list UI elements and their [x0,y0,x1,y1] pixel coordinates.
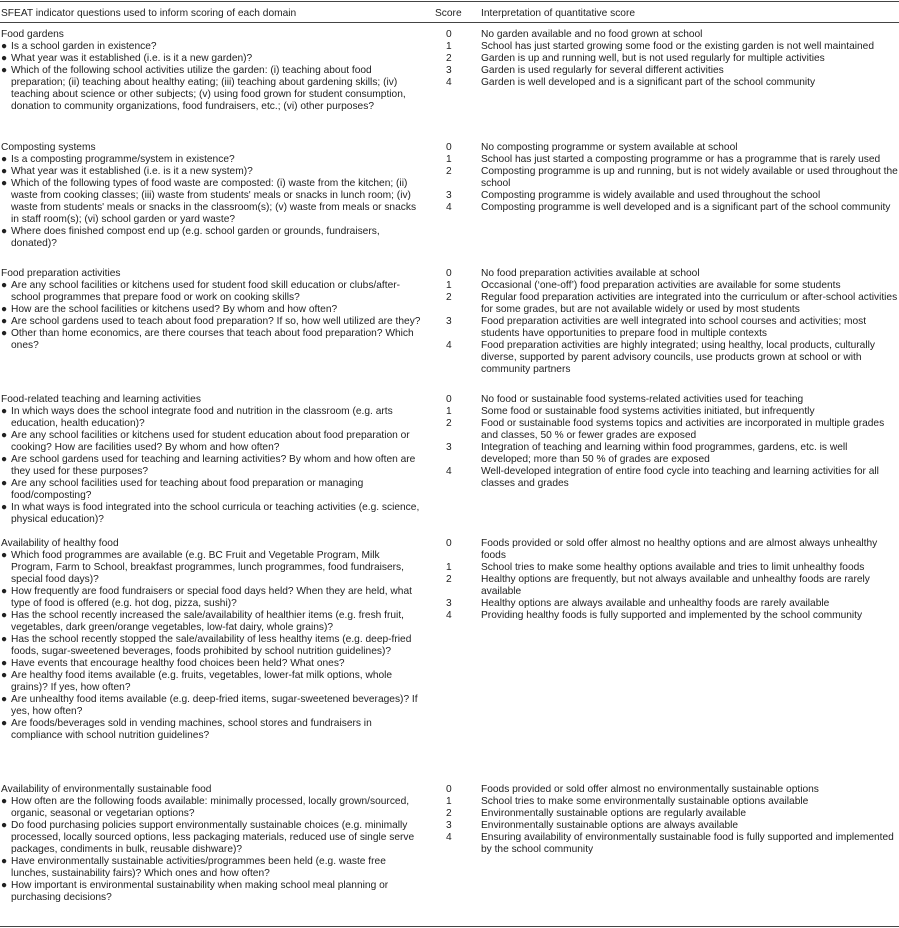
indicator-question [1,65,421,113]
score-value: 0 [446,142,452,153]
bullet-icon: ● [1,154,8,165]
question-text: Is a composting programme/system in existence? [11,154,235,165]
score-interpretation: No food preparation activities available at school [481,268,700,279]
score-value: 3 [446,820,452,831]
score-value: 2 [446,292,452,303]
indicator-question [1,166,421,178]
question-text: What year was it established (i.e. is it a new system)? [11,166,253,177]
header-questions: SFEAT indicator questions used to inform scoring of each domain [1,8,297,19]
bullet-icon: ● [1,796,8,807]
question-text: Are foods/beverages sold in vending machines, school stores and fundraisers in compliance with school nutrition guidelines? [11,718,372,741]
bullet-icon: ● [1,478,8,489]
bullet-icon: ● [1,430,8,441]
bullet-icon: ● [1,610,8,621]
table-bottom-rule [0,926,899,927]
indicator-question [1,454,421,478]
indicator-question [1,41,421,53]
score-interpretation: School tries to make some environmentally sustainable options available [481,796,809,807]
score-value: 3 [446,190,452,201]
indicator-question [1,502,421,526]
question-text: Which of the following types of food waste are composted: (i) waste from the kitchen; (ii) waste from cooking classes; (iii) waste from students' meals or snacks in lunch room; (iv) waste from students' meals or snacks in the classroom(s); (v) waste from meals or snacks in staff room(s); (vi) school garden or yard waste? [11,178,417,225]
score-interpretation: Integration of teaching and learning within food programmes, gardens, etc. is well developed; more than 50 % of grades are exposed [481,442,848,465]
score-interpretation: Environmentally sustainable options are regularly available [481,808,747,819]
question-column [1,268,421,352]
score-interpretation: Foods provided or sold offer almost no healthy options and are almost always unhealthy foods [481,538,878,561]
score-interpretation: Healthy options are frequently, but not always available and unhealthy foods are rarely available [481,574,870,597]
score-value: 1 [446,280,452,291]
bullet-icon: ● [1,41,8,52]
score-interpretation: Food preparation activities are well integrated into school courses and activities; most students have opportunities to prepare food in multiple contexts [481,316,867,339]
score-interpretation: Garden is well developed and is a significant part of the school community [481,77,816,88]
header-rule [0,22,899,23]
question-text: Are school gardens used for teaching and learning activities? By whom and how often are they used for these purposes? [11,454,416,477]
domain-title: Availability of environmentally sustainable food [1,784,212,795]
score-interpretation: Food preparation activities are highly integrated; using healthy, local products, culturally diverse, supported by parent advisory councils, use products grown at school or with community partners [481,340,875,375]
question-text: How are the school facilities or kitchens used? By whom and how often? [11,304,338,315]
score-interpretation: Composting programme is widely available and used throughout the school [481,190,821,201]
score-value: 4 [446,340,452,351]
question-column [1,784,421,904]
indicator-question [1,226,421,250]
question-text: How frequently are food fundraisers or special food days held? When they are held, what type of food is offered (e.g. hot dog, pizza, sushi)? [11,586,412,609]
question-text: Has the school recently stopped the sale/availability of less healthy items (e.g. deep-fried foods, sugar-sweetened beverages, foods prohibited by school nutrition guidelines)? [11,634,412,657]
bullet-icon: ● [1,658,8,669]
score-interpretation: Garden is used regularly for several different activities [481,65,724,76]
question-text: In what ways is food integrated into the school curricula or teaching activities (e.g. science, physical education)? [11,502,420,525]
indicator-question [1,406,421,430]
question-text: Other than home economics, are there courses that teach about food preparation? Which ones? [11,328,414,351]
score-value: 2 [446,418,452,429]
score-interpretation: Composting programme is well developed and is a significant part of the school community [481,202,891,213]
score-interpretation: Food or sustainable food systems topics and activities are incorporated in multiple grades and classes, 50 % or fewer grades are exposed [481,418,885,441]
question-text: In which ways does the school integrate food and nutrition in the classroom (e.g. arts education, health education)? [11,406,393,429]
score-value: 2 [446,808,452,819]
score-value: 1 [446,41,452,52]
score-value: 0 [446,268,452,279]
question-text: Which food programmes are available (e.g. BC Fruit and Vegetable Program, Milk Program, Farm to School, breakfast programmes, lunch programmes, food fundraisers, special food days)? [11,550,404,585]
indicator-question [1,820,421,856]
score-value: 3 [446,442,452,453]
score-value: 4 [446,466,452,477]
indicator-question [1,430,421,454]
question-text: Are any school facilities or kitchens used for student food skill education or clubs/after-school programmes that prepare food or work on cooking skills? [11,280,401,303]
indicator-question [1,178,421,226]
bullet-icon: ● [1,304,8,315]
score-value: 1 [446,796,452,807]
indicator-question [1,880,421,904]
bullet-icon: ● [1,502,8,513]
question-text: Has the school recently increased the sale/availability of healthier items (e.g. fresh fruit, vegetables, dark green/orange vegetables, low-fat dairy, whole grains)? [11,610,404,633]
indicator-question [1,316,421,328]
score-value: 4 [446,610,452,621]
question-text: What year was it established (i.e. is it a new garden)? [11,53,253,64]
bullet-icon: ● [1,178,8,189]
score-value: 2 [446,53,452,64]
score-value: 1 [446,154,452,165]
bullet-icon: ● [1,694,8,705]
score-interpretation: Foods provided or sold offer almost no environmentally sustainable options [481,784,819,795]
bullet-icon: ● [1,586,8,597]
score-interpretation: Healthy options are always available and unhealthy foods are rarely available [481,598,830,609]
question-text: Where does finished compost end up (e.g. school garden or grounds, fundraisers, donated)? [11,226,380,249]
indicator-question [1,694,421,718]
indicator-question [1,280,421,304]
indicator-question [1,670,421,694]
question-text: Which of the following school activities utilize the garden: (i) teaching about food preparation; (ii) teaching about healthy eating; (iii) teaching about gardening skills; (iv) teaching about science or other subjects; (v) using food grown for student consumption, donation to community organizations, food fundraisers, etc.; (vi) other purposes? [11,65,406,112]
question-column [1,29,421,113]
bullet-icon: ● [1,670,8,681]
question-text: How often are the following foods available: minimally processed, locally grown/sourced, organic, seasonal or vegetarian options? [11,796,410,819]
header-score: Score [435,8,462,19]
domain-title: Food-related teaching and learning activities [1,394,201,405]
domain-title: Availability of healthy food [1,538,119,549]
domain-title: Food gardens [1,29,64,40]
indicator-question [1,478,421,502]
indicator-question [1,856,421,880]
question-text: Is a school garden in existence? [11,41,157,52]
question-text: Have environmentally sustainable activities/programmes been held (e.g. waste free lunches, sustainability fairs)? Which ones and how often? [11,856,386,879]
score-interpretation: Ensuring availability of environmentally sustainable food is fully supported and implemented by the school community [481,832,894,855]
bullet-icon: ● [1,634,8,645]
indicator-question [1,328,421,352]
score-interpretation: Providing healthy foods is fully supported and implemented by the school community [481,610,863,621]
question-text: Are unhealthy food items available (e.g. deep-fried items, sugar-sweetened beverages)? If yes, how often? [11,694,418,717]
score-interpretation: Some food or sustainable food systems activities initiated, but infrequently [481,406,815,417]
score-interpretation: School tries to make some healthy options available and tries to limit unhealthy foods [481,562,865,573]
score-value: 2 [446,166,452,177]
score-interpretation: Garden is up and running well, but is not used regularly for multiple activities [481,53,825,64]
score-interpretation: No garden available and no food grown at school [481,29,703,40]
indicator-question [1,658,421,670]
indicator-question [1,53,421,65]
bullet-icon: ● [1,820,8,831]
question-text: Do food purchasing policies support environmentally sustainable choices (e.g. minimally processed, locally sourced options, less packaging materials, reduced use of single serve packages, condiments in bulk, reusable dishware)? [11,820,415,855]
score-interpretation: No composting programme or system available at school [481,142,738,153]
question-text: How important is environmental sustainability when making school meal planning or purchasing decisions? [11,880,389,903]
score-value: 4 [446,832,452,843]
question-column [1,394,421,526]
score-interpretation: Environmentally sustainable options are always available [481,820,739,831]
score-value: 0 [446,394,452,405]
score-value: 2 [446,574,452,585]
bullet-icon: ● [1,280,8,291]
score-interpretation: Composting programme is up and running, but is not widely available or used throughout the school [481,166,898,189]
score-value: 0 [446,29,452,40]
indicator-question [1,304,421,316]
indicator-question [1,550,421,586]
bullet-icon: ● [1,226,8,237]
bullet-icon: ● [1,166,8,177]
bullet-icon: ● [1,880,8,891]
indicator-question [1,610,421,634]
bullet-icon: ● [1,718,8,729]
header-interpretation: Interpretation of quantitative score [481,8,636,19]
score-value: 4 [446,202,452,213]
score-value: 3 [446,598,452,609]
indicator-question [1,718,421,742]
table-top-rule [0,1,899,2]
score-value: 1 [446,406,452,417]
bullet-icon: ● [1,53,8,64]
question-column [1,142,421,250]
score-interpretation: Well-developed integration of entire food cycle into teaching and learning activities for all classes and grades [481,466,879,489]
score-value: 0 [446,538,452,549]
bullet-icon: ● [1,328,8,339]
score-interpretation: School has just started a composting programme or has a programme that is rarely used [481,154,881,165]
question-text: Are healthy food items available (e.g. fruits, vegetables, lower-fat milk options, whole grains)? If yes, how often? [11,670,393,693]
score-interpretation: Regular food preparation activities are integrated into the curriculum or after-school activities for some grades, but are not available widely or used by most students [481,292,898,315]
bullet-icon: ● [1,65,8,76]
question-text: Have events that encourage healthy food choices been held? What ones? [11,658,345,669]
indicator-question [1,586,421,610]
question-text: Are school gardens used to teach about food preparation? If so, how well utilized are they? [11,316,421,327]
question-column [1,538,421,742]
domain-title: Composting systems [1,142,96,153]
score-interpretation: No food or sustainable food systems-related activities used for teaching [481,394,804,405]
score-interpretation: Occasional (‘one-off’) food preparation activities are available for some students [481,280,841,291]
bullet-icon: ● [1,550,8,561]
score-value: 4 [446,77,452,88]
score-value: 1 [446,562,452,573]
score-value: 3 [446,316,452,327]
score-interpretation: School has just started growing some food or the existing garden is not well maintained [481,41,875,52]
bullet-icon: ● [1,454,8,465]
bullet-icon: ● [1,316,8,327]
domain-title: Food preparation activities [1,268,121,279]
indicator-question [1,154,421,166]
indicator-question [1,796,421,820]
score-value: 0 [446,784,452,795]
question-text: Are any school facilities used for teaching about food preparation or managing food/composting? [11,478,364,501]
bullet-icon: ● [1,856,8,867]
indicator-question [1,634,421,658]
question-text: Are any school facilities or kitchens used for student education about food preparation or cooking? How are facilities used? By whom and how often? [11,430,410,453]
bullet-icon: ● [1,406,8,417]
score-value: 3 [446,65,452,76]
